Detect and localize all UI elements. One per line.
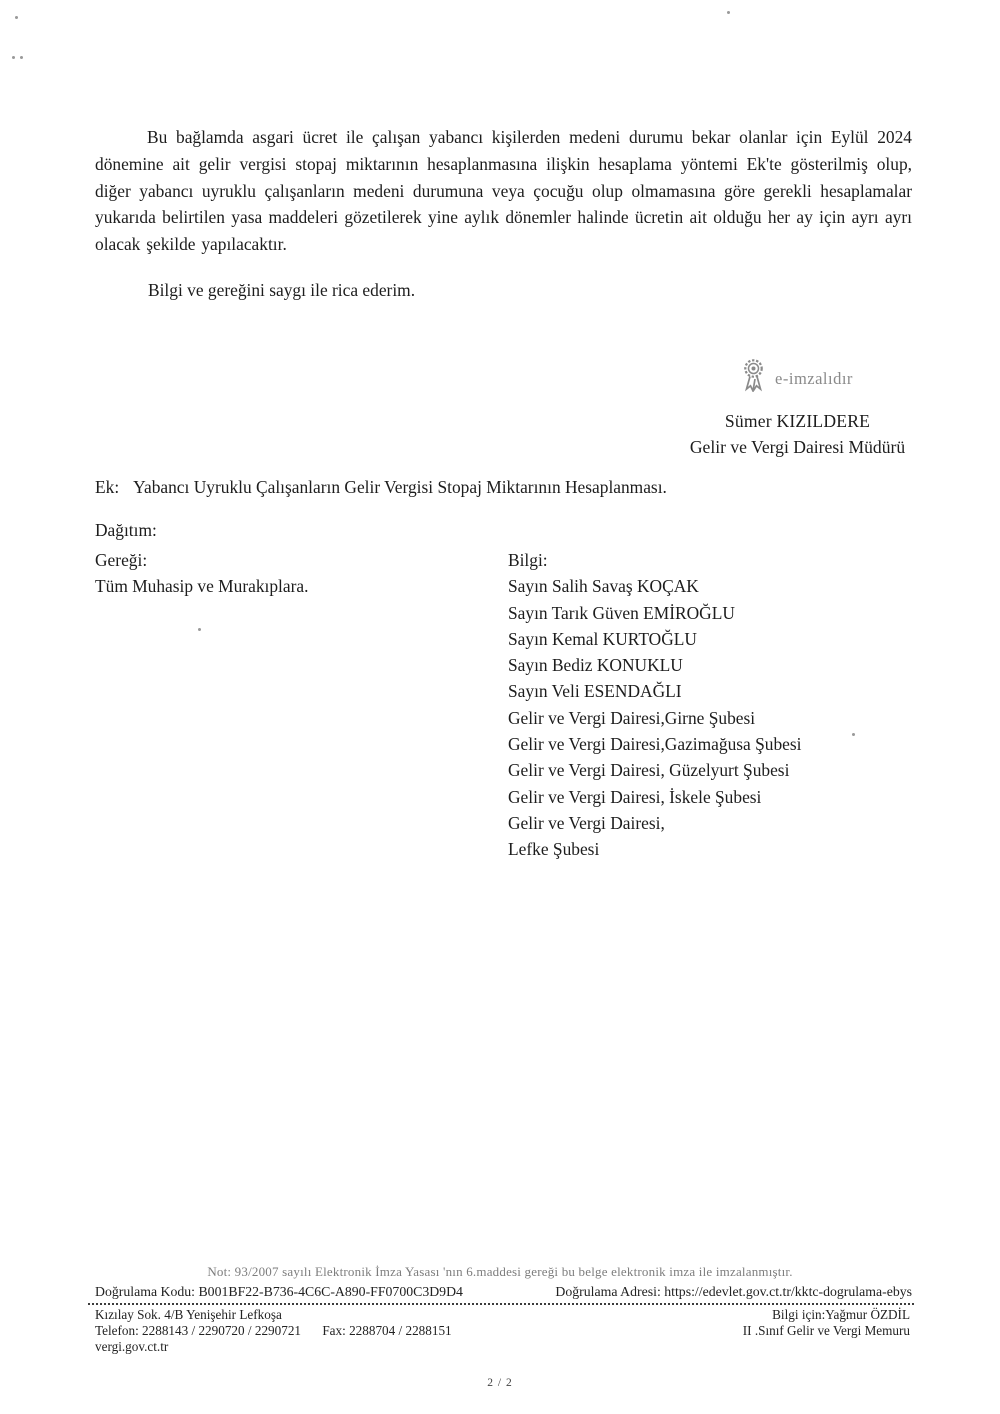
- attachment-label: Ek:: [95, 477, 120, 497]
- esign-legal-note: Not: 93/2007 sayılı Elektronik İmza Yasası 'nın 6.maddesi gereği bu belge elektronik imza ile imzalanmıştır.: [207, 1264, 793, 1279]
- website: vergi.gov.ct.tr: [95, 1339, 169, 1354]
- scan-artifact: [12, 56, 15, 59]
- verification-code-label: Doğrulama Kodu:: [95, 1284, 196, 1299]
- footer-divider: [88, 1303, 914, 1305]
- bilgi-item: Lefke Şubesi: [508, 839, 600, 860]
- scan-artifact: [198, 628, 201, 631]
- geregi-item: Tüm Muhasip ve Murakıplara.: [95, 576, 309, 597]
- bilgi-heading: Bilgi:: [508, 550, 548, 570]
- footer-contact-person: [743, 1307, 910, 1355]
- esign-label: e-imzalıdır: [775, 369, 853, 388]
- contact-person: Bilgi için:Yağmur ÖZDİL: [772, 1307, 910, 1322]
- body-paragraph: Bu bağlamda asgari ücret ile çalışan yabancı kişilerden medeni durumu bekar olanlar için Eylül 2024 dönemine ait gelir vergisi stopaj miktarının hesaplanmasına ilişkin hesaplama yöntemi Ek'te gösterilmiş olup, diğer yabancı uyruklu çalışanların medeni durumuna veya çocuğu olup olmamasına göre gerekli hesaplamalar yukarıda belirtilen yasa maddeleri gözetilerek yine aylık dönemler halinde ücretin ait olduğu her ay için ayrı ayrı olacak şekilde yapılacaktır.: [95, 127, 912, 255]
- verification-row: [95, 1284, 912, 1300]
- verification-address-value: https://edevlet.gov.ct.tr/kktc-dogrulama-ebys: [664, 1284, 912, 1299]
- geregi-column: [95, 547, 475, 600]
- esign-seal-ribbon-icon: [742, 358, 765, 401]
- signature-block: [620, 358, 975, 461]
- closing-line: Bilgi ve gereğini saygı ile rica ederim.: [148, 280, 416, 300]
- bilgi-item: Gelir ve Vergi Dairesi,: [508, 812, 665, 833]
- signer-title: Gelir ve Vergi Dairesi Müdürü: [689, 437, 906, 457]
- verification-address: [555, 1284, 912, 1300]
- bilgi-item: Gelir ve Vergi Dairesi, İskele Şubesi: [508, 786, 762, 807]
- esign-row: [620, 358, 975, 401]
- bilgi-item: Sayın Bediz KONUKLU: [508, 655, 683, 676]
- scan-artifact: [727, 11, 730, 14]
- footer-contact-block: [95, 1307, 910, 1355]
- signer-name: Sümer KIZILDERE: [724, 410, 871, 431]
- attachment-text: Yabancı Uyruklu Çalışanların Gelir Vergisi Stopaj Miktarının Hesaplanması.: [133, 477, 667, 497]
- contact-person-title: II .Sınıf Gelir ve Vergi Memuru: [742, 1323, 910, 1338]
- distribution-heading: Dağıtım:: [95, 520, 157, 540]
- bilgi-item: Sayın Tarık Güven EMİROĞLU: [508, 602, 735, 623]
- footer-address-block: [95, 1307, 452, 1355]
- fax-numbers: Fax: 2288704 / 2288151: [322, 1323, 452, 1338]
- phone-numbers: Telefon: 2288143 / 2290720 / 2290721: [95, 1323, 302, 1338]
- bilgi-item: Gelir ve Vergi Dairesi,Gazimağusa Şubesi: [508, 734, 802, 755]
- bilgi-column: [508, 547, 928, 863]
- phone-fax-line: [95, 1323, 452, 1339]
- scan-artifact: [15, 16, 18, 19]
- attachment-line: [95, 477, 667, 498]
- bilgi-item: Sayın Salih Savaş KOÇAK: [508, 576, 699, 597]
- verification-code: [95, 1284, 463, 1300]
- verification-address-label: Doğrulama Adresi:: [555, 1284, 661, 1299]
- bilgi-item: Sayın Veli ESENDAĞLI: [508, 681, 682, 702]
- bilgi-item: Gelir ve Vergi Dairesi, Güzelyurt Şubesi: [508, 760, 790, 781]
- verification-code-value: B001BF22-B736-4C6C-A890-FF0700C3D9D4: [198, 1284, 463, 1299]
- geregi-heading: Gereği:: [95, 550, 148, 570]
- bilgi-item: Gelir ve Vergi Dairesi,Girne Şubesi: [508, 707, 756, 728]
- page-number: 2 / 2: [487, 1377, 513, 1389]
- bilgi-item: Sayın Kemal KURTOĞLU: [508, 628, 697, 649]
- office-address: Kızılay Sok. 4/B Yenişehir Lefkoşa: [95, 1307, 282, 1322]
- scan-artifact: [20, 56, 23, 59]
